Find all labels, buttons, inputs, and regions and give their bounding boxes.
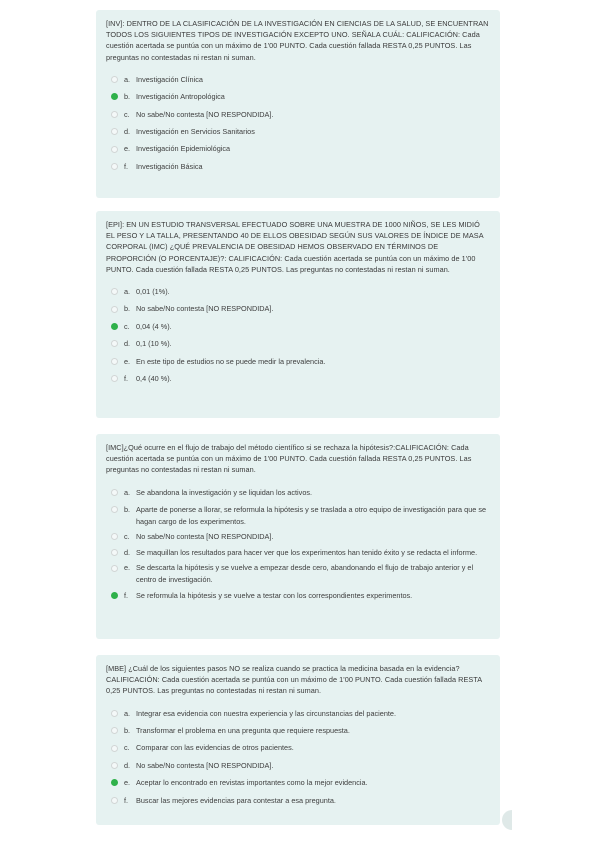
option-letter: d. xyxy=(124,547,131,557)
option-e[interactable] xyxy=(106,143,490,155)
question-text: [INV]: DENTRO DE LA CLASIFICACIÓN DE LA INVESTIGACIÓN EN CIENCIAS DE LA SALUD, SE ENCUENTRAN TODOS LOS SIGUIENTES TIPOS DE INVESTIGACIÓN EXCEPTO UNO. SEÑALA CUÁL: CALIFICACIÓN: Cada cuestión acertada se puntúa con un máximo de 1'00 PUNTO. Cada cuestión fallada RESTA 0,25 PUNTOS. Las preguntas no contestadas ni restan ni suman. xyxy=(106,19,489,62)
radio-button[interactable] xyxy=(111,323,118,330)
option-b[interactable] xyxy=(106,504,490,527)
option-a[interactable] xyxy=(106,286,490,298)
radio-button[interactable] xyxy=(111,358,118,365)
option-text: No sabe/No contesta [NO RESPONDIDA]. xyxy=(136,304,274,314)
radio-button[interactable] xyxy=(111,592,118,599)
option-e[interactable] xyxy=(106,356,490,368)
radio-button[interactable] xyxy=(111,549,118,556)
option-f[interactable] xyxy=(106,795,490,807)
option-text: Investigación Antropológica xyxy=(136,92,225,102)
radio-button[interactable] xyxy=(111,797,118,804)
radio-button[interactable] xyxy=(111,745,118,752)
option-letter: c. xyxy=(124,532,130,542)
option-b[interactable] xyxy=(106,303,490,315)
option-text: 0,4 (40 %). xyxy=(136,373,172,383)
option-text: Investigación Epidemiológica xyxy=(136,144,231,154)
option-letter: e. xyxy=(124,778,131,788)
option-letter: f. xyxy=(124,590,129,600)
option-text: 0,1 (10 %). xyxy=(136,339,172,349)
option-text: Comparar con las evidencias de otros pacientes. xyxy=(136,743,294,753)
option-c[interactable] xyxy=(106,742,490,754)
option-letter: a. xyxy=(124,287,131,297)
option-c[interactable] xyxy=(106,321,490,333)
radio-button[interactable] xyxy=(111,375,118,382)
options-list xyxy=(106,74,490,173)
radio-button[interactable] xyxy=(111,76,118,83)
option-b[interactable] xyxy=(106,725,490,737)
option-text: Investigación Clínica xyxy=(136,74,203,84)
option-text: Buscar las mejores evidencias para contestar a esa pregunta. xyxy=(136,795,336,805)
option-text: No sabe/No contesta [NO RESPONDIDA]. xyxy=(136,109,274,119)
option-e[interactable] xyxy=(106,777,490,789)
radio-button[interactable] xyxy=(111,111,118,118)
radio-button[interactable] xyxy=(111,727,118,734)
option-letter: c. xyxy=(124,743,130,753)
option-text: Se descarta la hipótesis y se vuelve a empezar desde cero, abandonando el flujo de trabajo anterior y el centro de investigación. xyxy=(136,563,474,584)
option-d[interactable] xyxy=(106,338,490,350)
option-b[interactable] xyxy=(106,91,490,103)
option-letter: f. xyxy=(124,161,129,171)
option-letter: a. xyxy=(124,487,131,497)
option-letter: b. xyxy=(124,304,131,314)
option-letter: d. xyxy=(124,339,131,349)
option-letter: d. xyxy=(124,126,131,136)
question-card-imc xyxy=(96,434,500,639)
question-card-inv xyxy=(96,10,500,198)
radio-button[interactable] xyxy=(111,565,118,572)
option-letter: b. xyxy=(124,726,131,735)
radio-button[interactable] xyxy=(111,533,118,540)
option-letter: a. xyxy=(124,74,131,84)
question-text: [EPI]: EN UN ESTUDIO TRANSVERSAL EFECTUADO SOBRE UNA MUESTRA DE 1000 NIÑOS, SE LES MIDIÓ EL PESO Y LA TALLA, PRESENTANDO 40 DE ELLOS OBESIDAD SEGÚN SUS VALORES DE ÍNDICE DE MASA CORPORAL (IMC) ¿QUÉ PREVALENCIA DE OBESIDAD HEMOS OBSERVADO EN TÉRMINOS DE PROPORCIÓN (O PORCENTAJE)?: CALIFICACIÓN: Cada cuestión acertada se puntúa con un máximo de 1'00 PUNTO. Cada cuestión fallada RESTA 0,25 PUNTOS. Las preguntas no contestadas ni restan ni suman. xyxy=(106,220,484,274)
options-list xyxy=(106,286,490,385)
option-f[interactable] xyxy=(106,590,490,602)
option-c[interactable] xyxy=(106,531,490,543)
option-letter: e. xyxy=(124,563,131,573)
option-d[interactable] xyxy=(106,760,490,772)
radio-button[interactable] xyxy=(111,762,118,769)
option-text: Aceptar lo encontrado en revistas importantes como la mejor evidencia. xyxy=(136,778,368,788)
option-text: Transformar el problema en una pregunta que requiere respuesta. xyxy=(136,726,350,735)
radio-button[interactable] xyxy=(111,340,118,347)
option-text: Integrar esa evidencia con nuestra experiencia y las circunstancias del paciente. xyxy=(136,708,396,718)
scroll-handle[interactable] xyxy=(502,810,512,830)
radio-button[interactable] xyxy=(111,306,118,313)
option-letter: c. xyxy=(124,321,130,331)
radio-button[interactable] xyxy=(111,128,118,135)
option-f[interactable] xyxy=(106,161,490,173)
radio-button[interactable] xyxy=(111,288,118,295)
question-text: [MBE] ¿Cuál de los siguientes pasos NO se realiza cuando se practica la medicina basada en la evidencia? CALIFICACIÓN: Cada cuestión acertada se puntúa con un máximo de 1'00 PUNTO. Cada cuestión fallada RESTA 0,25 PUNTOS. Las preguntas no contestadas ni restan ni suman. xyxy=(106,664,482,696)
option-letter: e. xyxy=(124,144,131,154)
option-text: Investigación Básica xyxy=(136,161,203,171)
option-letter: a. xyxy=(124,708,131,718)
question-card-epi xyxy=(96,211,500,418)
option-e[interactable] xyxy=(106,562,490,585)
option-f[interactable] xyxy=(106,373,490,385)
option-text: Investigación en Servicios Sanitarios xyxy=(136,126,255,136)
radio-button[interactable] xyxy=(111,146,118,153)
option-text: 0,04 (4 %). xyxy=(136,321,172,331)
radio-button[interactable] xyxy=(111,779,118,786)
option-a[interactable] xyxy=(106,708,490,720)
radio-button[interactable] xyxy=(111,93,118,100)
option-letter: c. xyxy=(124,109,130,119)
option-text: Se reformula la hipótesis y se vuelve a testar con los correspondientes experimentos. xyxy=(136,590,413,600)
options-list xyxy=(106,487,490,602)
option-letter: e. xyxy=(124,356,131,366)
option-letter: d. xyxy=(124,760,131,770)
radio-button[interactable] xyxy=(111,163,118,170)
option-a[interactable] xyxy=(106,487,490,499)
option-c[interactable] xyxy=(106,109,490,121)
option-a[interactable] xyxy=(106,74,490,86)
option-d[interactable] xyxy=(106,126,490,138)
radio-button[interactable] xyxy=(111,710,118,717)
option-letter: b. xyxy=(124,92,131,102)
option-text: En este tipo de estudios no se puede medir la prevalencia. xyxy=(136,356,326,366)
radio-button[interactable] xyxy=(111,506,118,513)
option-text: Aparte de ponerse a llorar, se reformula la hipótesis y se traslada a otro equipo de investigación para que se hagan cargo de los experimentos. xyxy=(136,505,487,526)
option-text: No sabe/No contesta [NO RESPONDIDA]. xyxy=(136,532,274,542)
option-text: 0,01 (1%). xyxy=(136,287,170,297)
option-letter: f. xyxy=(124,795,129,805)
question-card-mbe xyxy=(96,655,500,825)
options-list xyxy=(106,708,490,807)
question-text: [IMC]¿Qué ocurre en el flujo de trabajo del método científico si se rechaza la hipótesis?:CALIFICACIÓN: Cada cuestión acertada se puntúa con un máximo de 1'00 PUNTO. Cada cuestión fallada RESTA 0,25 PUNTOS. Las preguntas no contestadas ni restan ni suman. xyxy=(106,443,472,475)
option-letter: f. xyxy=(124,373,129,383)
option-d[interactable] xyxy=(106,547,490,559)
option-text: Se abandona la investigación y se liquidan los activos. xyxy=(136,487,313,497)
option-letter: b. xyxy=(124,505,131,514)
option-text: No sabe/No contesta [NO RESPONDIDA]. xyxy=(136,760,274,770)
option-text: Se maquillan los resultados para hacer ver que los experimentos han tenido éxito y se redacta el informe. xyxy=(136,547,478,557)
radio-button[interactable] xyxy=(111,489,118,496)
